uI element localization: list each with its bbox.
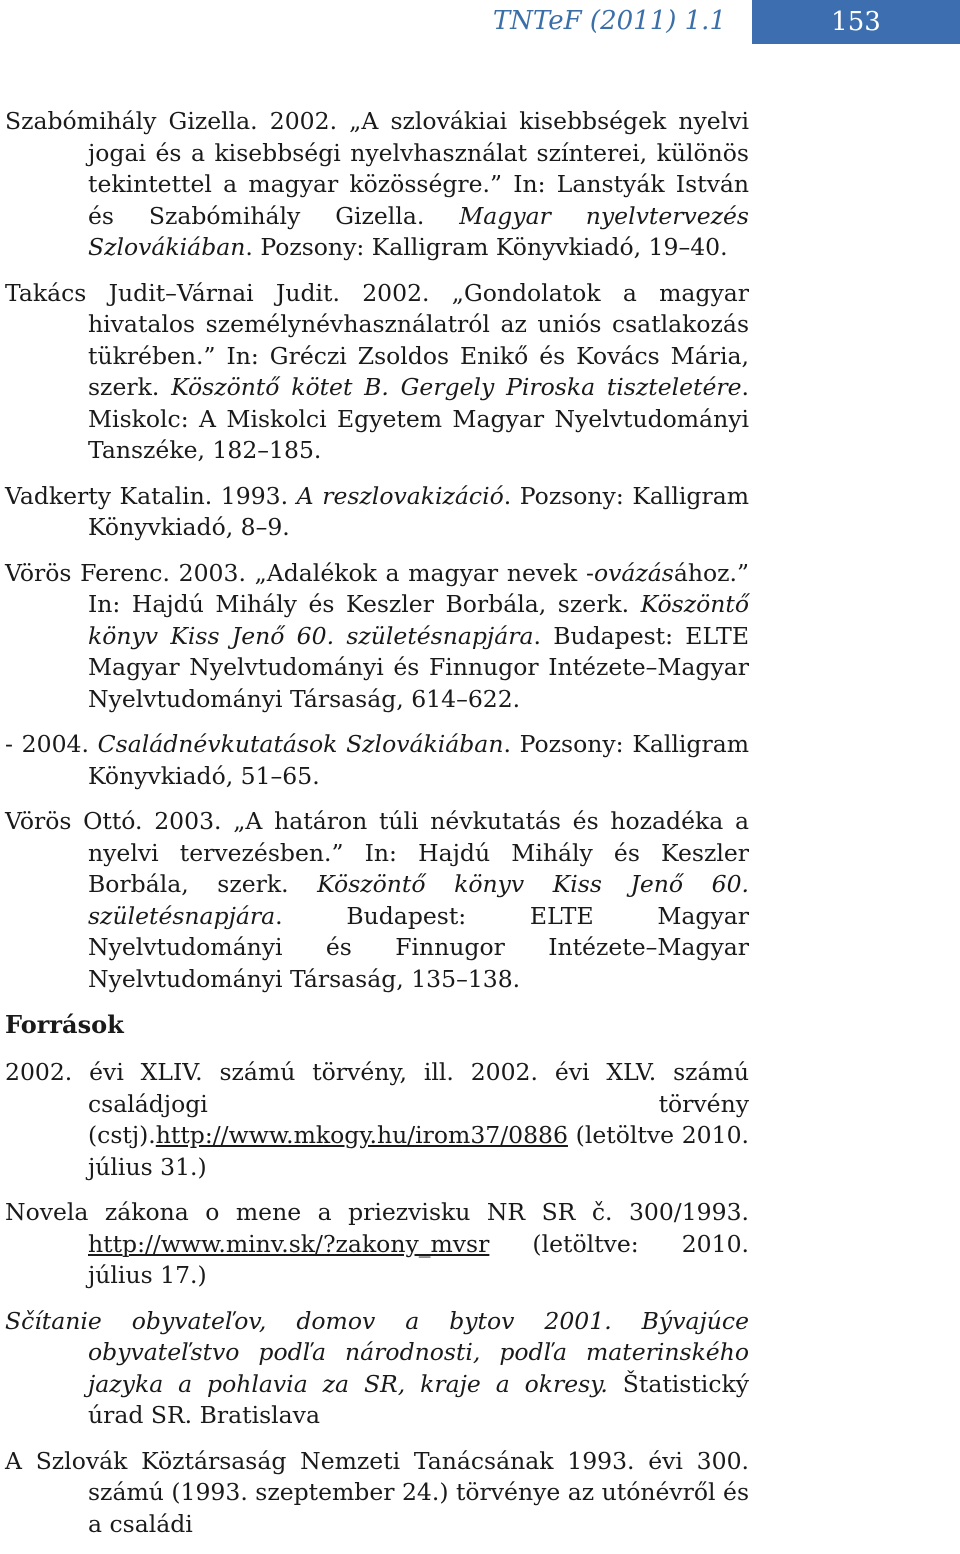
source-link[interactable]: http://www.minv.sk/?zakony_mvsr xyxy=(88,1229,490,1258)
reference-text: Vadkerty Katalin. 1993. xyxy=(5,481,297,510)
reference-entry xyxy=(5,806,749,995)
reference-text: . Pozsony: Kalligram Könyvkiadó, 19–40. xyxy=(245,233,728,261)
reference-text: . Miskolc: A Miskolci Egyetem Magyar Nyelvtudományi Tanszéke, 182–185. xyxy=(88,373,749,464)
source-entry xyxy=(5,1197,749,1292)
reference-text: . Budapest: ELTE Magyar Nyelvtudományi és Finnugor Intézete–Magyar Nyelvtudományi Társaság, 614–622. xyxy=(88,621,749,713)
sources-heading: Források xyxy=(5,1010,124,1039)
reference-entry xyxy=(5,558,749,716)
reference-text: . Budapest: ELTE Magyar Nyelvtudományi és Finnugor Intézete–Magyar Nyelvtudományi Társaság, 135–138. xyxy=(88,901,749,993)
reference-suffix: ovázás xyxy=(593,558,674,587)
source-text: (letöltve: 2010. július 17.) xyxy=(88,1229,749,1289)
reference-text: - 2004. xyxy=(5,730,98,758)
reference-text: ához.” In: Hajdú Mihály és Keszler Borbála, szerk. xyxy=(88,558,749,618)
reference-title: Köszöntő könyv Kiss Jenő 60. születésnapjára xyxy=(88,590,749,650)
source-text: 2002. évi XLIV. számú törvény, ill. 2002. évi XLV. számú családjogi törvény (cstj). xyxy=(5,1058,749,1149)
reference-text: . Pozsony: Kalligram Könyvkiadó, 8–9. xyxy=(88,481,750,541)
source-entry xyxy=(5,1057,749,1183)
page-number: 153 xyxy=(752,0,960,44)
page-header xyxy=(0,0,960,44)
source-entry xyxy=(5,1446,749,1541)
reference-title: Családnévkutatások Szlovákiában xyxy=(97,730,504,758)
reference-text: Vörös Ferenc. 2003. „Adalékok a magyar nevek - xyxy=(5,558,594,587)
source-text: A Szlovák Köztársaság Nemzeti Tanácsának 1993. évi 300. számú (1993. szeptember 24.) törvénye az utónévről és a családi xyxy=(5,1446,749,1538)
journal-title: TNTeF (2011) 1.1 xyxy=(492,6,726,36)
reference-text: Takács Judit–Várnai Judit. 2002. „Gondolatok a magyar hivatalos személynévhasználatról az uniós csatlakozás tükrében.” In: Gréczi Zsoldos Enikő és Kovács Mária, szerk. xyxy=(5,278,749,401)
reference-text: Szabómihály Gizella. 2002. „A szlovákiai kisebbségek nyelvi jogai és a kisebbségi nyelvhasználat színterei, különös tekintettel a magyar közösségre.” In: Lanstyák István és Szabómihály Gizella. xyxy=(5,107,749,230)
reference-entry xyxy=(5,106,749,264)
reference-text: . Pozsony: Kalligram Könyvkiadó, 51–65. xyxy=(88,730,750,790)
reference-list xyxy=(5,106,749,1554)
reference-title: A reszlovakizáció xyxy=(296,481,504,510)
reference-title: Köszöntő kötet B. Gergely Piroska tiszteletére xyxy=(171,373,742,401)
source-text: Štatistický úrad SR. Bratislava xyxy=(88,1369,750,1429)
source-link[interactable]: http://www.mkogy.hu/irom37/0886 xyxy=(155,1121,568,1149)
source-text: Novela zákona o mene a priezvisku NR SR č. 300/1993. xyxy=(5,1198,749,1226)
reference-text: Vörös Ottó. 2003. „A határon túli névkutatás és hozadéka a nyelvi tervezésben.” In: Hajdú Mihály és Keszler Borbála, szerk. xyxy=(5,807,749,898)
reference-entry xyxy=(5,481,749,544)
reference-entry xyxy=(5,729,749,792)
reference-title: Köszöntő könyv Kiss Jenő 60. születésnapjára xyxy=(88,870,749,930)
reference-title: Magyar nyelvtervezés Szlovákiában xyxy=(88,201,749,261)
reference-entry xyxy=(5,278,749,467)
source-entry xyxy=(5,1306,749,1432)
source-title: Sčítanie obyvateľov, domov a bytov 2001. Bývajúce obyvateľstvo podľa národnosti, podľa materinského jazyka a pohlavia za SR, kraje a okresy. xyxy=(5,1306,749,1398)
source-text: (letöltve 2010. július 31.) xyxy=(88,1121,749,1181)
